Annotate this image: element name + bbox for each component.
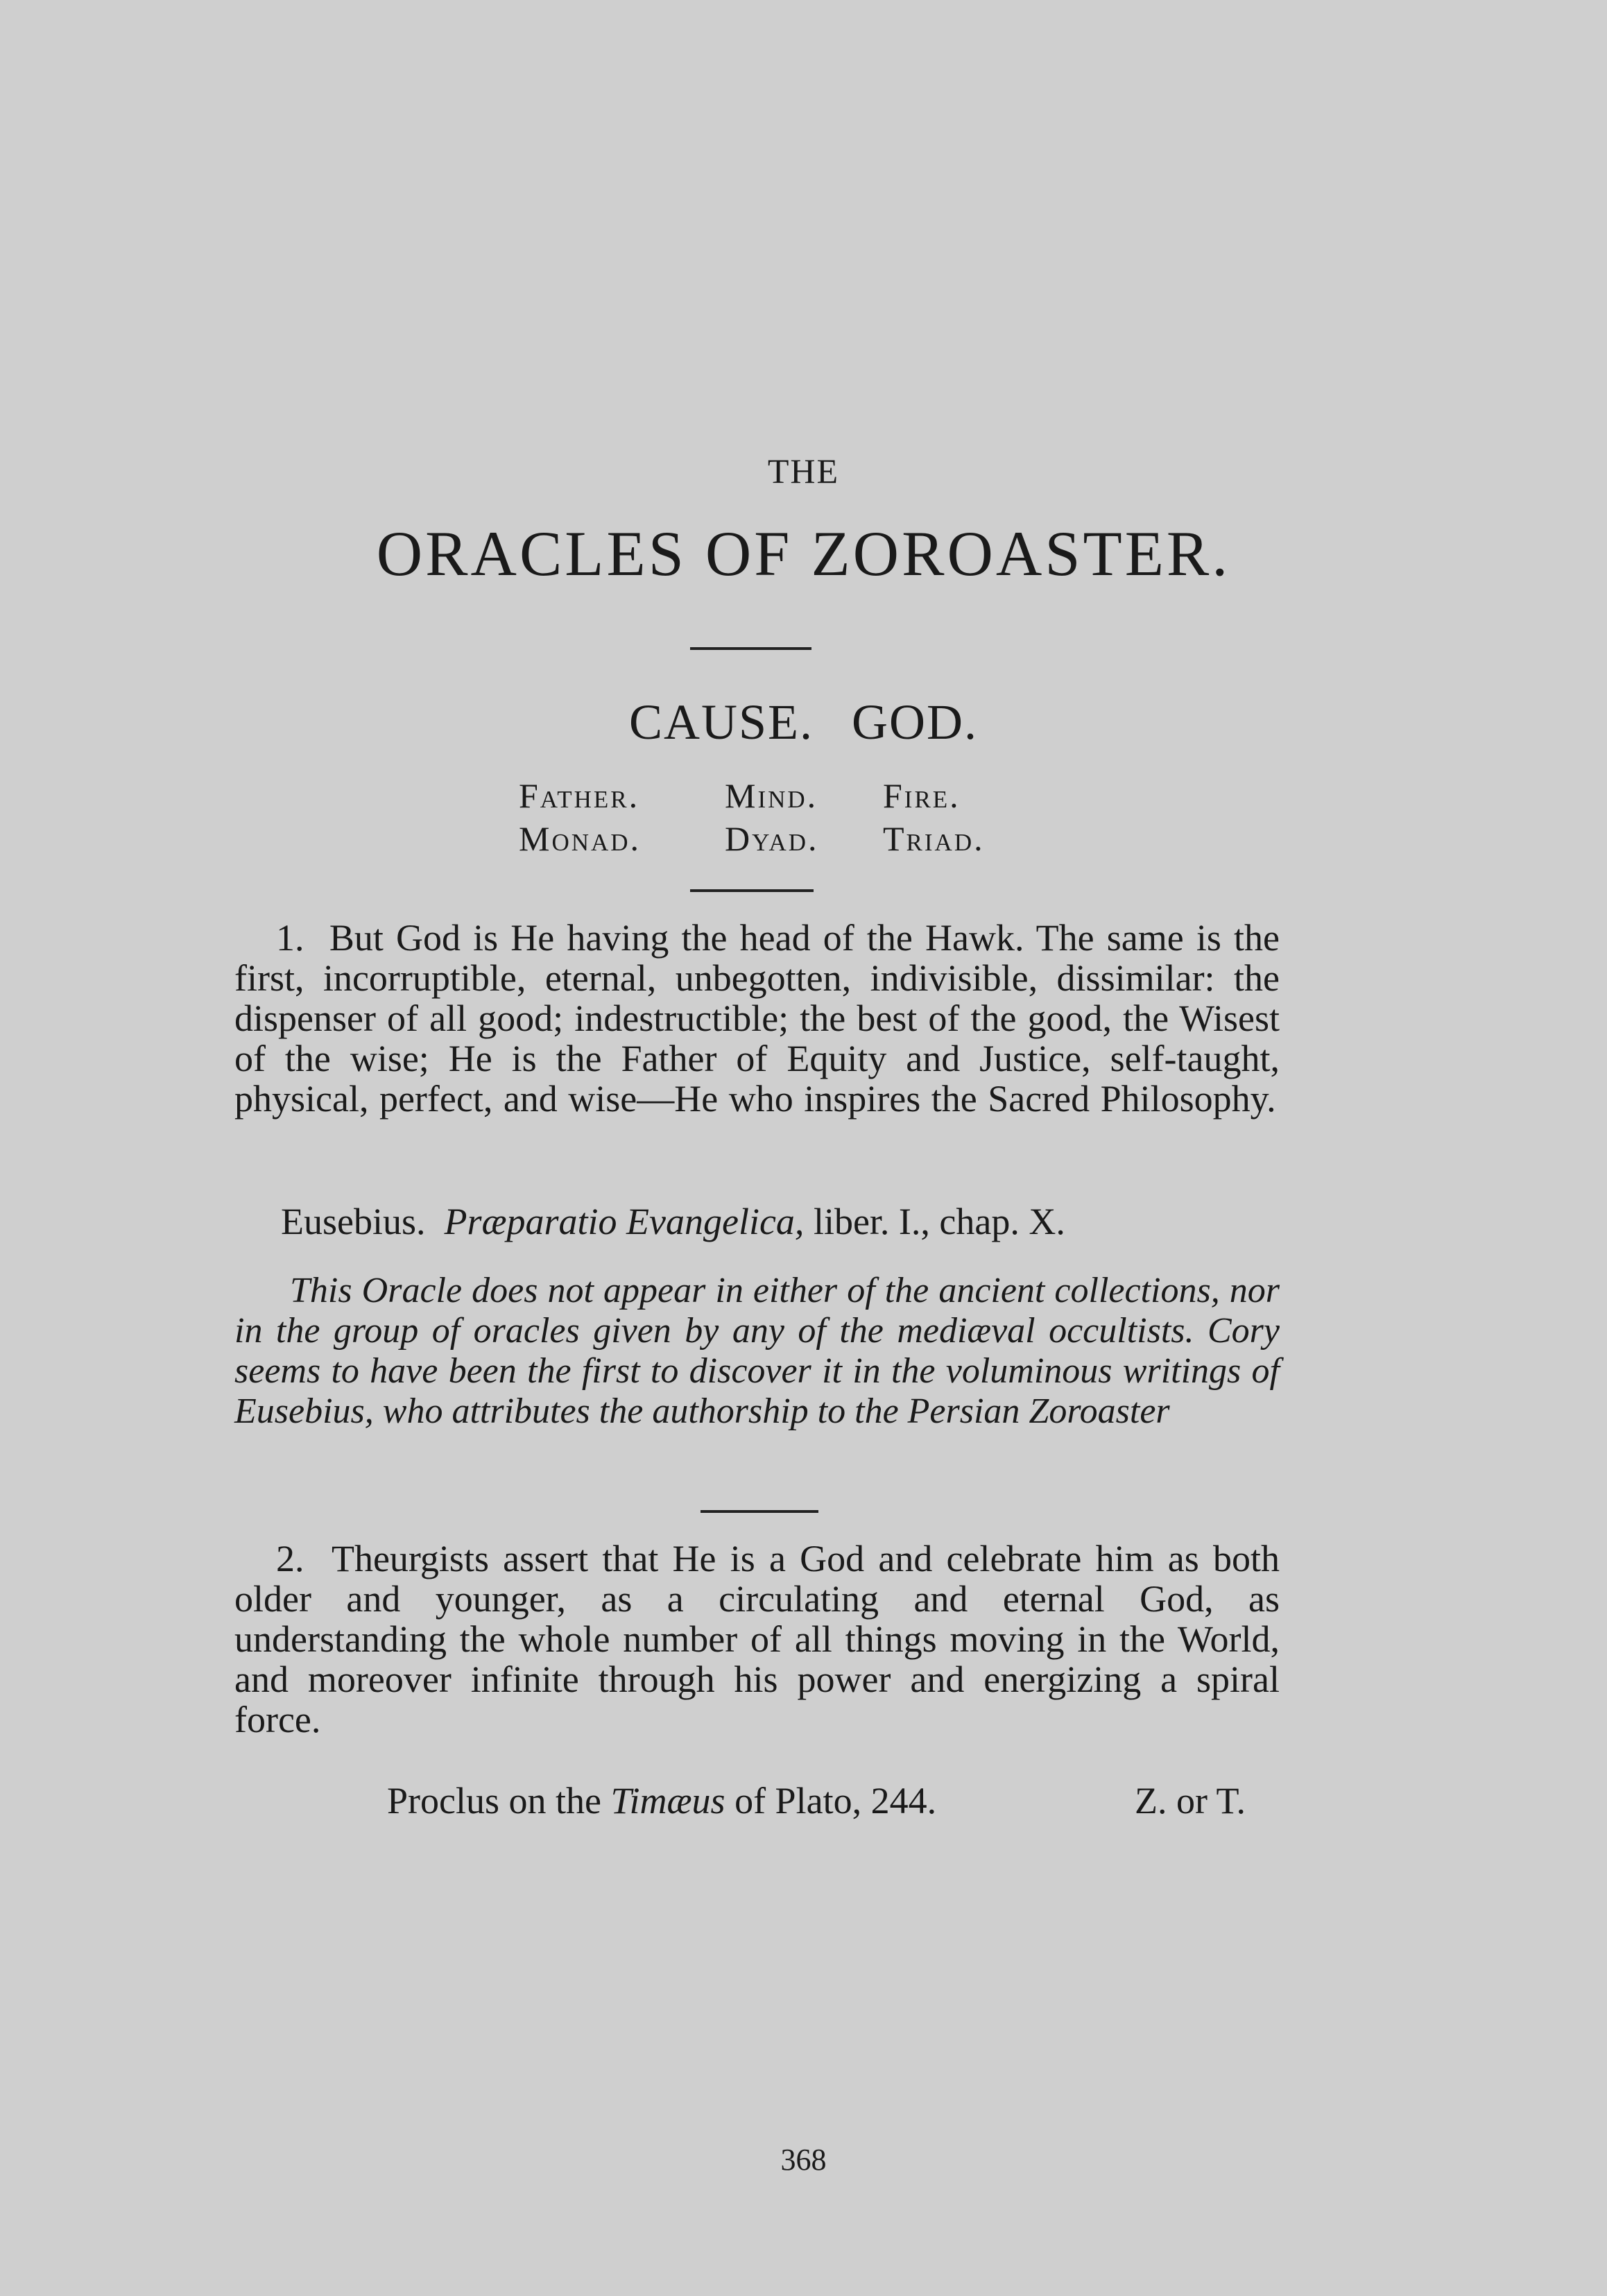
oracle-2	[234, 1539, 1280, 1740]
divider	[690, 889, 814, 892]
oracle-1-source	[281, 1200, 1065, 1243]
section-title-cause: CAUSE.	[628, 694, 814, 750]
oracle-2-source-mark: Z. or T.	[1135, 1780, 1246, 1822]
oracle-2-text	[234, 1539, 1280, 1740]
section-title	[0, 694, 1607, 751]
attribute-dyad: Dyad.	[725, 819, 819, 858]
source-work: Timæus	[610, 1780, 725, 1822]
section-title-god: GOD.	[852, 694, 979, 750]
attribute-triad: Triad.	[883, 819, 985, 858]
pre-title: THE	[767, 452, 840, 490]
oracle-1-body: But God is He having the head of the Hawk. The same is the first, incorruptible, eternal, unbegotten, indivisible, dissimilar: the dispenser of all good; indestructible; the best of the good, the Wisest of the wise; He is the Father of Equity and Justice, self-taught, physical, perfect, and wise—He who inspires the Sacred Philosophy.	[234, 917, 1280, 1120]
oracle-1-number: 1.	[276, 917, 304, 959]
attribute-mind: Mind.	[725, 776, 818, 815]
oracle-2-number: 2.	[276, 1538, 304, 1579]
page-title: ORACLES OF ZOROASTER.	[376, 518, 1231, 589]
source-prefix: Proclus on the	[387, 1780, 601, 1822]
oracle-1	[234, 918, 1280, 1119]
source-author: Eusebius.	[281, 1201, 426, 1242]
source-reference: liber. I., chap. X.	[813, 1201, 1065, 1242]
oracle-2-source	[387, 1779, 936, 1822]
oracle-1-text	[234, 918, 1280, 1119]
attribute-father: Father.	[519, 776, 640, 815]
attribute-monad: Monad.	[519, 819, 642, 858]
source-work: Præparatio Evangelica,	[444, 1201, 805, 1242]
page-number: 368	[780, 2143, 827, 2177]
divider	[701, 1510, 818, 1513]
divider	[690, 647, 811, 650]
attribute-fire: Fire.	[883, 776, 961, 815]
oracle-2-body: Theurgists assert that He is a God and celebrate him as both older and younger, as a circulating and eternal God, as understanding the whole number of all things moving in the World, and moreover infinite through his power and energizing a spiral force.	[234, 1538, 1280, 1740]
source-suffix: of Plato, 244.	[734, 1780, 937, 1822]
oracle-1-note: This Oracle does not appear in either of the ancient collections, nor in the group of oracles given by any of the mediæval occultists. Cory seems to have been the first to discover it in the voluminous writings of Eusebius, who attributes the authorship to the Persian Zoroaster	[234, 1271, 1280, 1431]
